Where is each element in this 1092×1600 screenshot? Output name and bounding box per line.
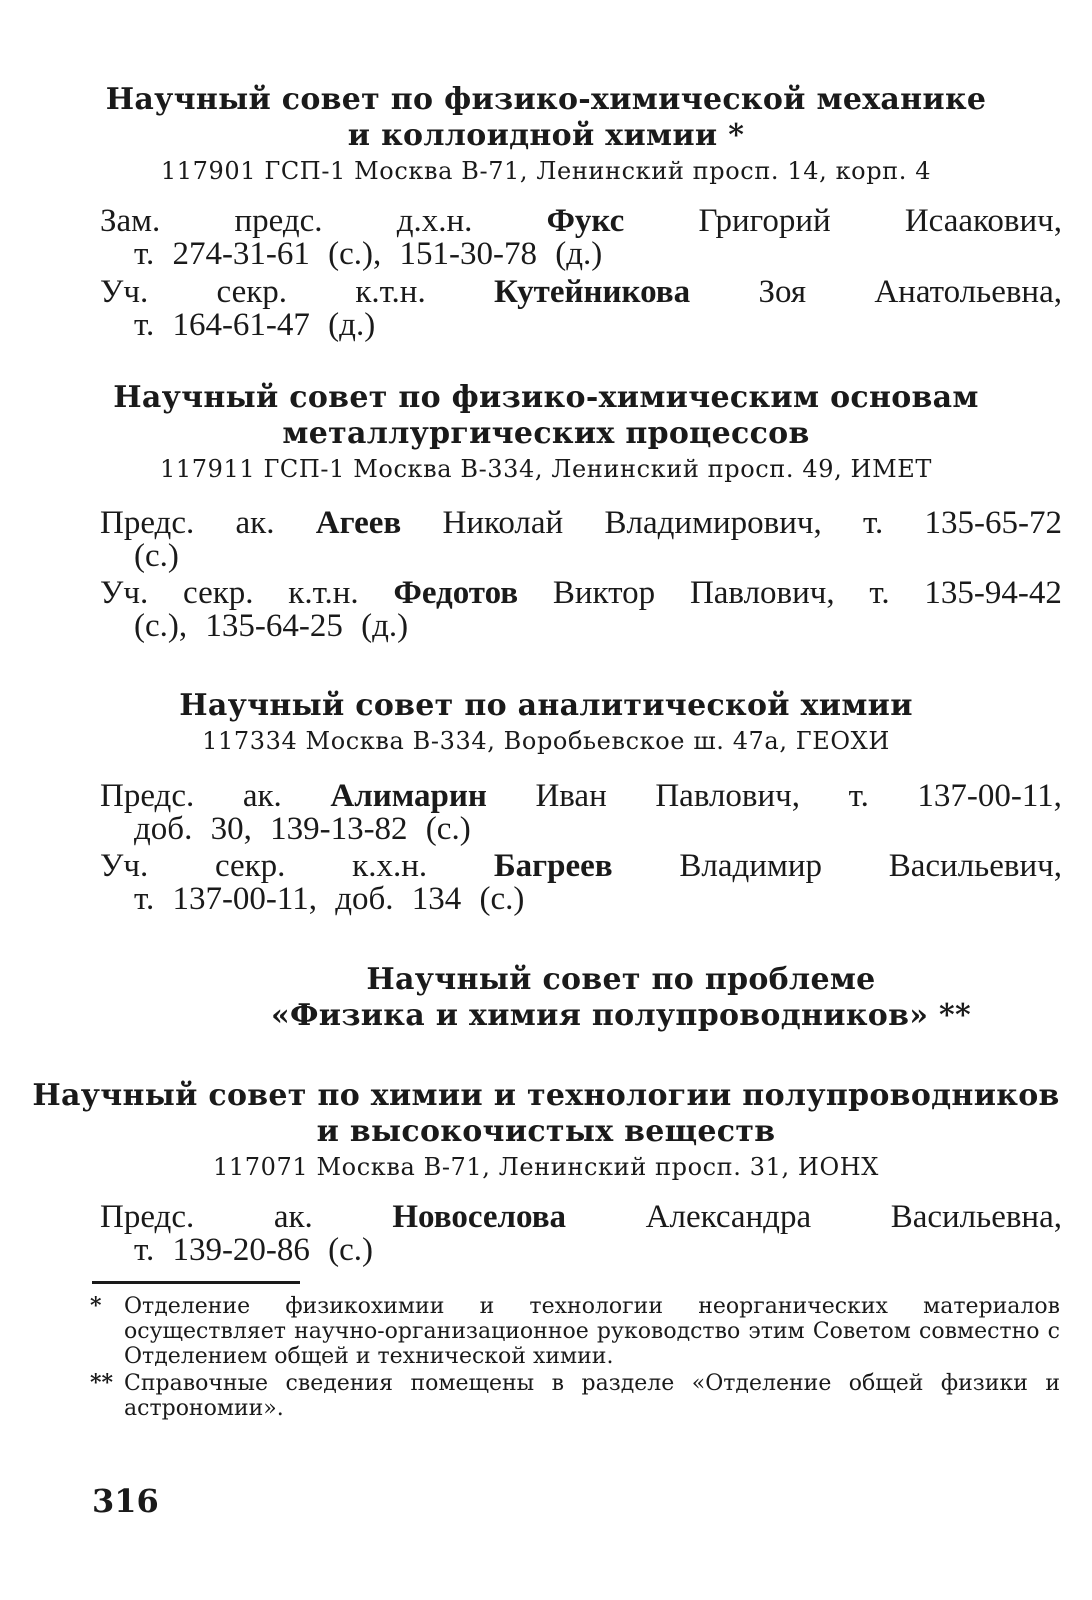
section-address: 117911 ГСП-1 Москва В-334, Ленинский просп. 49, ИМЕТ [160, 455, 932, 483]
section-title-line: Научный совет по аналитической химии [179, 688, 913, 723]
surname: Новоселова [392, 1199, 567, 1235]
person-entry [100, 780, 1062, 846]
surname: Фукс [546, 203, 625, 239]
surname: Багреев [493, 848, 613, 884]
person-entry [100, 205, 1062, 271]
patronymic: Павлович, [689, 575, 835, 611]
patronymic: Анатольевна, [874, 274, 1062, 310]
phone-prefix: т. [848, 778, 869, 814]
footnote-text: Отделение физикохимии и технологии неорганических материалов осуществляет научно-организационное руководство этим Советом совместно с Отделением общей и технической химии. [124, 1294, 1060, 1369]
role-word: Предс. [100, 1199, 195, 1235]
given-name: Николай [442, 505, 564, 541]
degree: к.т.н. [355, 274, 426, 310]
council-section [0, 688, 1092, 756]
phone-number: 135-94-42 [924, 575, 1062, 611]
phone-line: т. 137-00-11, доб. 134 (с.) [134, 881, 525, 917]
section-title-line: Научный совет по физико-химическим основам [113, 380, 979, 415]
section-address: 117071 Москва В-71, Ленинский просп. 31, ИОНХ [213, 1153, 879, 1181]
role-word: Уч. [100, 274, 149, 310]
person-entry [100, 1201, 1062, 1267]
phone-line: доб. 30, 139-13-82 (с.) [134, 811, 471, 847]
title-word: ак. [242, 778, 282, 814]
person-entry [100, 577, 1062, 643]
person-entry [100, 850, 1062, 916]
phone-line: (с.), 135-64-25 (д.) [134, 608, 409, 644]
role-word: Зам. [100, 203, 161, 239]
degree: к.х.н. [352, 848, 428, 884]
role-word: Предс. [100, 778, 195, 814]
surname: Агеев [315, 505, 402, 541]
title-word: ак. [235, 505, 275, 541]
given-name: Зоя [758, 274, 807, 310]
person-entry [100, 507, 1062, 573]
surname: Кутейникова [494, 274, 691, 310]
given-name: Иван [535, 778, 607, 814]
phone-line: (с.) [134, 538, 179, 574]
degree: д.х.н. [396, 203, 473, 239]
section-address: 117334 Москва В-334, Воробьевское ш. 47а, ГЕОХИ [202, 727, 890, 755]
footnotes [90, 1294, 1060, 1421]
phone-line: т. 274-31-61 (с.), 151-30-78 (д.) [134, 236, 603, 272]
person-entry [100, 276, 1062, 342]
degree: к.т.н. [288, 575, 359, 611]
section-title-line: и высокочистых веществ [316, 1114, 776, 1149]
phone-line: т. 139-20-86 (с.) [134, 1232, 374, 1268]
role-word: предс. [234, 203, 323, 239]
patronymic: Исаакович, [904, 203, 1062, 239]
council-section [0, 82, 1092, 186]
role-word: Предс. [100, 505, 195, 541]
footnote-mark: ** [90, 1370, 114, 1396]
title-word: ак. [273, 1199, 313, 1235]
footnote [90, 1371, 1060, 1421]
patronymic: Васильевна, [890, 1199, 1062, 1235]
surname: Алимарин [330, 778, 487, 814]
section-address: 117901 ГСП-1 Москва В-71, Ленинский просп. 14, корп. 4 [160, 157, 932, 185]
role-word: Уч. [100, 575, 149, 611]
footnote-mark: * [90, 1293, 102, 1319]
section-title-line: и коллоидной химии * [347, 118, 745, 153]
footnote-text: Справочные сведения помещены в разделе «Отделение общей физики и астрономии». [124, 1371, 1060, 1421]
council-section [0, 380, 1092, 484]
given-name: Владимир [679, 848, 822, 884]
surname: Федотов [393, 575, 519, 611]
patronymic: Васильевич, [888, 848, 1062, 884]
section-title-line: Научный совет по проблеме [366, 962, 876, 997]
given-name: Виктор [552, 575, 656, 611]
phone-prefix: т. [869, 575, 890, 611]
given-name: Александра [645, 1199, 812, 1235]
section-title-line: Научный совет по физико-химической механике [105, 82, 987, 117]
section-title-line: «Физика и химия полупроводников» ** [270, 998, 972, 1033]
role-word: секр. [183, 575, 254, 611]
role-word: секр. [214, 848, 286, 884]
role-word: секр. [216, 274, 288, 310]
phone-prefix: т. [863, 505, 884, 541]
patronymic: Павлович, [655, 778, 801, 814]
footnote [90, 1294, 1060, 1369]
role-word: Уч. [100, 848, 149, 884]
council-section [0, 1078, 1092, 1182]
phone-line: т. 164-61-47 (д.) [134, 307, 376, 343]
section-title-line: Научный совет по химии и технологии полупроводников [32, 1078, 1060, 1113]
footnote-separator [92, 1281, 300, 1284]
council-section [0, 962, 1092, 1034]
phone-number: 135-65-72 [924, 505, 1062, 541]
patronymic: Владимирович, [604, 505, 822, 541]
given-name: Григорий [698, 203, 831, 239]
phone-number: 137-00-11, [917, 778, 1062, 814]
page-number: 316 [92, 1482, 159, 1520]
section-title-line: металлургических процессов [282, 416, 810, 451]
